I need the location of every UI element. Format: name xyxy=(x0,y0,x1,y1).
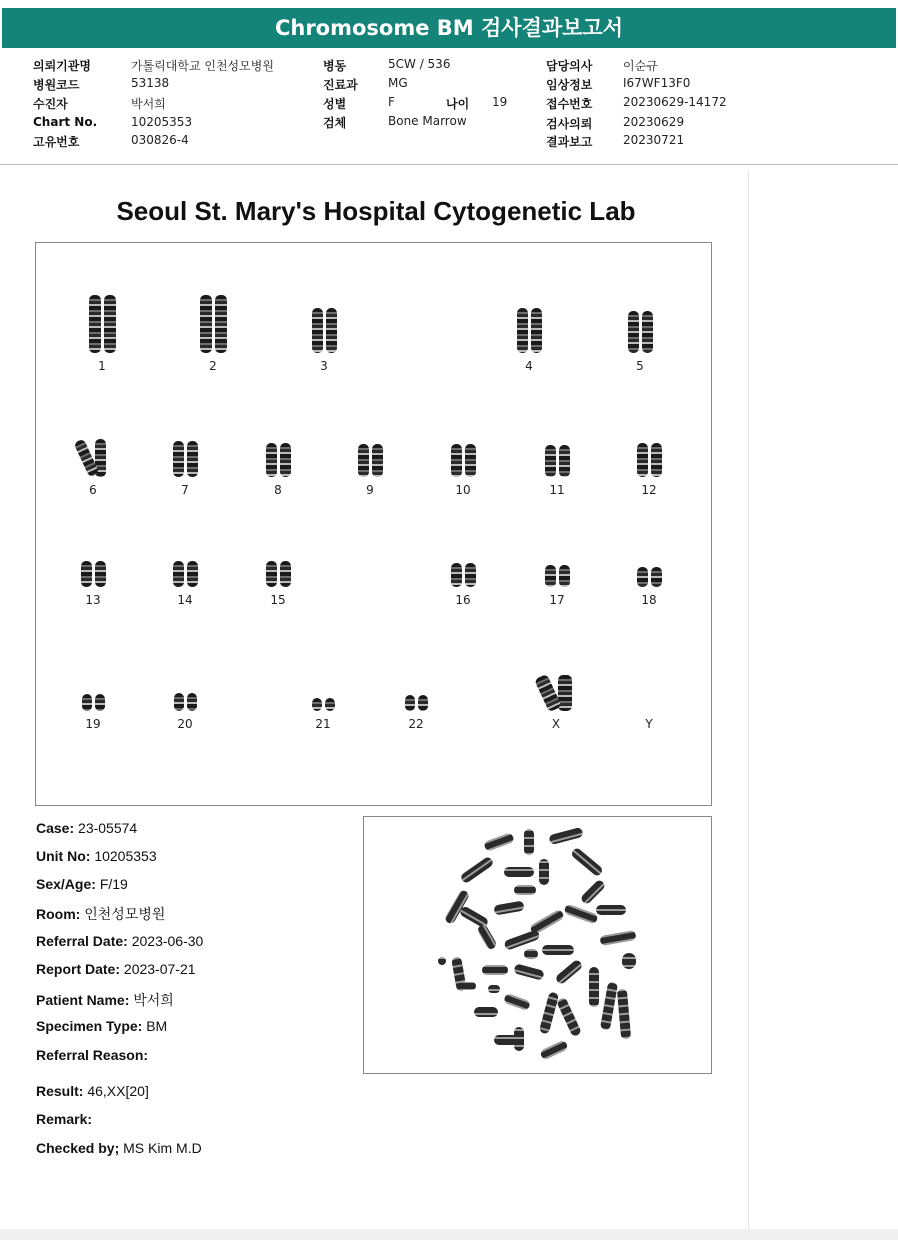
chromosome-pair xyxy=(155,527,215,587)
chromosome-homolog xyxy=(81,561,92,587)
chromosome-homolog xyxy=(174,693,184,711)
chromosome-homolog xyxy=(451,563,462,587)
chromosome-homolog xyxy=(559,565,570,587)
header-value: 가톨릭대학교 인천성모병원 xyxy=(131,59,274,73)
report-checked-by: Checked by; MS Kim M.D xyxy=(36,1140,202,1156)
chromosome-label: 8 xyxy=(274,483,282,497)
chromosome-homolog xyxy=(187,561,198,587)
chromosome-homolog xyxy=(266,561,277,587)
chromosome-label: 20 xyxy=(177,717,193,731)
chromosome-homolog xyxy=(95,694,105,711)
chromosome-8 xyxy=(248,417,308,497)
chromosome-homolog xyxy=(325,698,335,711)
header-value: 박서희 xyxy=(131,97,166,111)
chromosome-homolog xyxy=(312,308,323,353)
chromosome-label: 3 xyxy=(320,359,328,373)
chromosome-12 xyxy=(619,417,679,497)
header-value: MG xyxy=(388,76,408,90)
chromosome-label: Y xyxy=(645,717,653,731)
chromosome-pair xyxy=(293,651,353,711)
chromosome-label: 17 xyxy=(549,593,565,607)
chromosome-13 xyxy=(63,527,123,607)
chromosome-label: 13 xyxy=(85,593,101,607)
chromosome-homolog xyxy=(637,443,648,477)
header-value: 20230721 xyxy=(623,133,685,147)
report-case: Case: 23-05574 xyxy=(36,820,138,836)
chromosome-pair xyxy=(527,417,587,477)
header-value: 이순규 xyxy=(623,59,658,73)
chromosome-homolog xyxy=(651,567,662,587)
header-value: 20230629 xyxy=(623,115,685,129)
chromosome-21 xyxy=(293,651,353,731)
chromosome-homolog xyxy=(465,563,476,587)
header-label: 검체 xyxy=(323,116,347,130)
header-value: I67WF13F0 xyxy=(623,76,691,90)
header-label: 임상정보 xyxy=(546,78,593,92)
chromosome-pair xyxy=(72,293,132,353)
chromosome-pair xyxy=(294,293,354,353)
chromosome-homolog xyxy=(405,695,415,711)
report-referral-date: Referral Date: 2023-06-30 xyxy=(36,933,204,949)
chromosome-homolog xyxy=(465,444,476,477)
chromosome-homolog xyxy=(187,693,197,711)
chromosome-homolog xyxy=(82,694,92,711)
chromosome-9 xyxy=(340,417,400,497)
header-label: 병동 xyxy=(323,59,347,73)
chromosome-6 xyxy=(63,417,123,497)
chromosome-label: 10 xyxy=(455,483,471,497)
chromosome-homolog xyxy=(312,698,322,711)
chromosome-label: 16 xyxy=(455,593,471,607)
chromosome-pair xyxy=(155,651,215,711)
chromosome-homolog xyxy=(372,444,383,477)
chromosome-pair xyxy=(183,293,243,353)
report-remark: Remark: xyxy=(36,1111,93,1127)
chromosome-pair xyxy=(433,527,493,587)
header-value: F xyxy=(388,95,395,109)
header-label: 병원코드 xyxy=(33,78,80,92)
report-header xyxy=(0,48,898,165)
chromosome-14 xyxy=(155,527,215,607)
chromosome-homolog xyxy=(531,308,542,353)
chromosome-pair xyxy=(619,417,679,477)
chromosome-1 xyxy=(72,293,132,373)
header-label: 결과보고 xyxy=(546,135,593,149)
chromosome-homolog xyxy=(358,444,369,477)
chromosome-pair xyxy=(248,417,308,477)
chromosome-19 xyxy=(63,651,123,731)
header-label: 고유번호 xyxy=(33,135,80,149)
chromosome-label: 6 xyxy=(89,483,97,497)
chromosome-homolog xyxy=(280,443,291,477)
chromosome-homolog xyxy=(545,445,556,477)
chromosome-label: 11 xyxy=(549,483,565,497)
header-label: 진료과 xyxy=(323,78,358,92)
header-label: 의뢰기관명 xyxy=(33,59,91,73)
report-report-date: Report Date: 2023-07-21 xyxy=(36,961,196,977)
chromosome-pair xyxy=(526,651,586,711)
karyogram xyxy=(35,242,712,806)
header-label: 성별 xyxy=(323,97,347,111)
top-margin xyxy=(0,0,898,7)
header-label: 접수번호 xyxy=(546,97,593,111)
header-value: 030826-4 xyxy=(131,133,189,147)
chromosome-pair xyxy=(386,651,446,711)
chromosome-label: 2 xyxy=(209,359,217,373)
report-referral-reason: Referral Reason: xyxy=(36,1047,149,1063)
chromosome-pair xyxy=(527,527,587,587)
header-label: 검사의뢰 xyxy=(546,117,593,131)
report-unit-no: Unit No: 10205353 xyxy=(36,848,157,864)
chromosome-pair xyxy=(248,527,308,587)
chromosome-pair xyxy=(63,527,123,587)
report-result: Result: 46,XX[20] xyxy=(36,1083,149,1099)
chromosome-10 xyxy=(433,417,493,497)
chromosome-label: 12 xyxy=(641,483,657,497)
chromosome-label: 9 xyxy=(366,483,374,497)
chromosome-homolog xyxy=(173,441,184,477)
lab-title: Seoul St. Mary's Hospital Cytogenetic Lab xyxy=(116,196,636,226)
chromosome-label: 14 xyxy=(177,593,193,607)
chromosome-pair xyxy=(619,651,679,711)
chromosome-homolog xyxy=(104,295,116,353)
header-value: 20230629-14172 xyxy=(623,95,727,109)
chromosome-label: 18 xyxy=(641,593,657,607)
chromosome-label: 19 xyxy=(85,717,101,731)
chromosome-homolog xyxy=(628,311,639,353)
chromosome-5 xyxy=(610,293,670,373)
chromosome-homolog xyxy=(95,561,106,587)
header-value: 10205353 xyxy=(131,115,193,129)
chromosome-label: 7 xyxy=(181,483,189,497)
chromosome-homolog xyxy=(280,561,291,587)
chromosome-X xyxy=(526,651,586,731)
chromosome-pair xyxy=(63,417,123,477)
report-banner: Chromosome BM 검사결과보고서 xyxy=(2,8,896,48)
report-sex-age: Sex/Age: F/19 xyxy=(36,876,128,892)
chromosome-11 xyxy=(527,417,587,497)
page-bottom-strip xyxy=(0,1229,898,1240)
chromosome-pair xyxy=(340,417,400,477)
chromosome-label: 4 xyxy=(525,359,533,373)
chromosome-Y xyxy=(619,651,679,731)
chromosome-16 xyxy=(433,527,493,607)
chromosome-homolog xyxy=(187,441,198,477)
header-label: 담당의사 xyxy=(546,59,593,73)
chromosome-homolog xyxy=(89,295,101,353)
chromosome-pair xyxy=(619,527,679,587)
chromosome-homolog xyxy=(517,308,528,353)
chromosome-homolog xyxy=(200,295,212,353)
chromosome-label: X xyxy=(551,717,561,731)
chromosome-22 xyxy=(386,651,446,731)
header-value: 19 xyxy=(492,95,508,109)
chromosome-label: 15 xyxy=(270,593,286,607)
chromosome-2 xyxy=(183,293,243,373)
chromosome-pair xyxy=(433,417,493,477)
chromosome-17 xyxy=(527,527,587,607)
chromosome-homolog xyxy=(637,567,648,587)
chromosome-label: 1 xyxy=(98,359,106,373)
metaphase-image xyxy=(363,816,712,1074)
chromosome-homolog xyxy=(651,443,662,477)
header-label: Chart No. xyxy=(33,115,98,129)
chromosome-homolog xyxy=(545,565,556,587)
chromosome-homolog xyxy=(266,443,277,477)
page-right-margin xyxy=(748,170,898,1230)
chromosome-pair xyxy=(610,293,670,353)
metaphase-spread-icon xyxy=(364,817,711,1073)
header-label: 나이 xyxy=(446,97,470,111)
report-room: Room: 인천성모병원 xyxy=(36,906,166,922)
chromosome-pair xyxy=(155,417,215,477)
chromosome-homolog xyxy=(559,445,570,477)
chromosome-20 xyxy=(155,651,215,731)
chromosome-homolog xyxy=(215,295,227,353)
chromosome-4 xyxy=(499,293,559,373)
chromosome-label: 21 xyxy=(315,717,331,731)
chromosome-homolog xyxy=(642,311,653,353)
header-label: 수진자 xyxy=(33,97,68,111)
header-value: Bone Marrow xyxy=(388,114,467,128)
chromosome-homolog xyxy=(451,444,462,477)
chromosome-pair xyxy=(63,651,123,711)
chromosome-homolog xyxy=(326,308,337,353)
chromosome-homolog xyxy=(173,561,184,587)
chromosome-homolog xyxy=(418,695,428,711)
chromosome-18 xyxy=(619,527,679,607)
header-value: 5CW / 536 xyxy=(388,57,451,71)
chromosome-label: 5 xyxy=(636,359,644,373)
chromosome-3 xyxy=(294,293,354,373)
header-value: 53138 xyxy=(131,76,170,90)
report-specimen-type: Specimen Type: BM xyxy=(36,1018,168,1034)
chromosome-7 xyxy=(155,417,215,497)
chromosome-15 xyxy=(248,527,308,607)
report-patient-name: Patient Name: 박서희 xyxy=(36,992,174,1008)
chromosome-pair xyxy=(499,293,559,353)
chromosome-label: 22 xyxy=(408,717,424,731)
